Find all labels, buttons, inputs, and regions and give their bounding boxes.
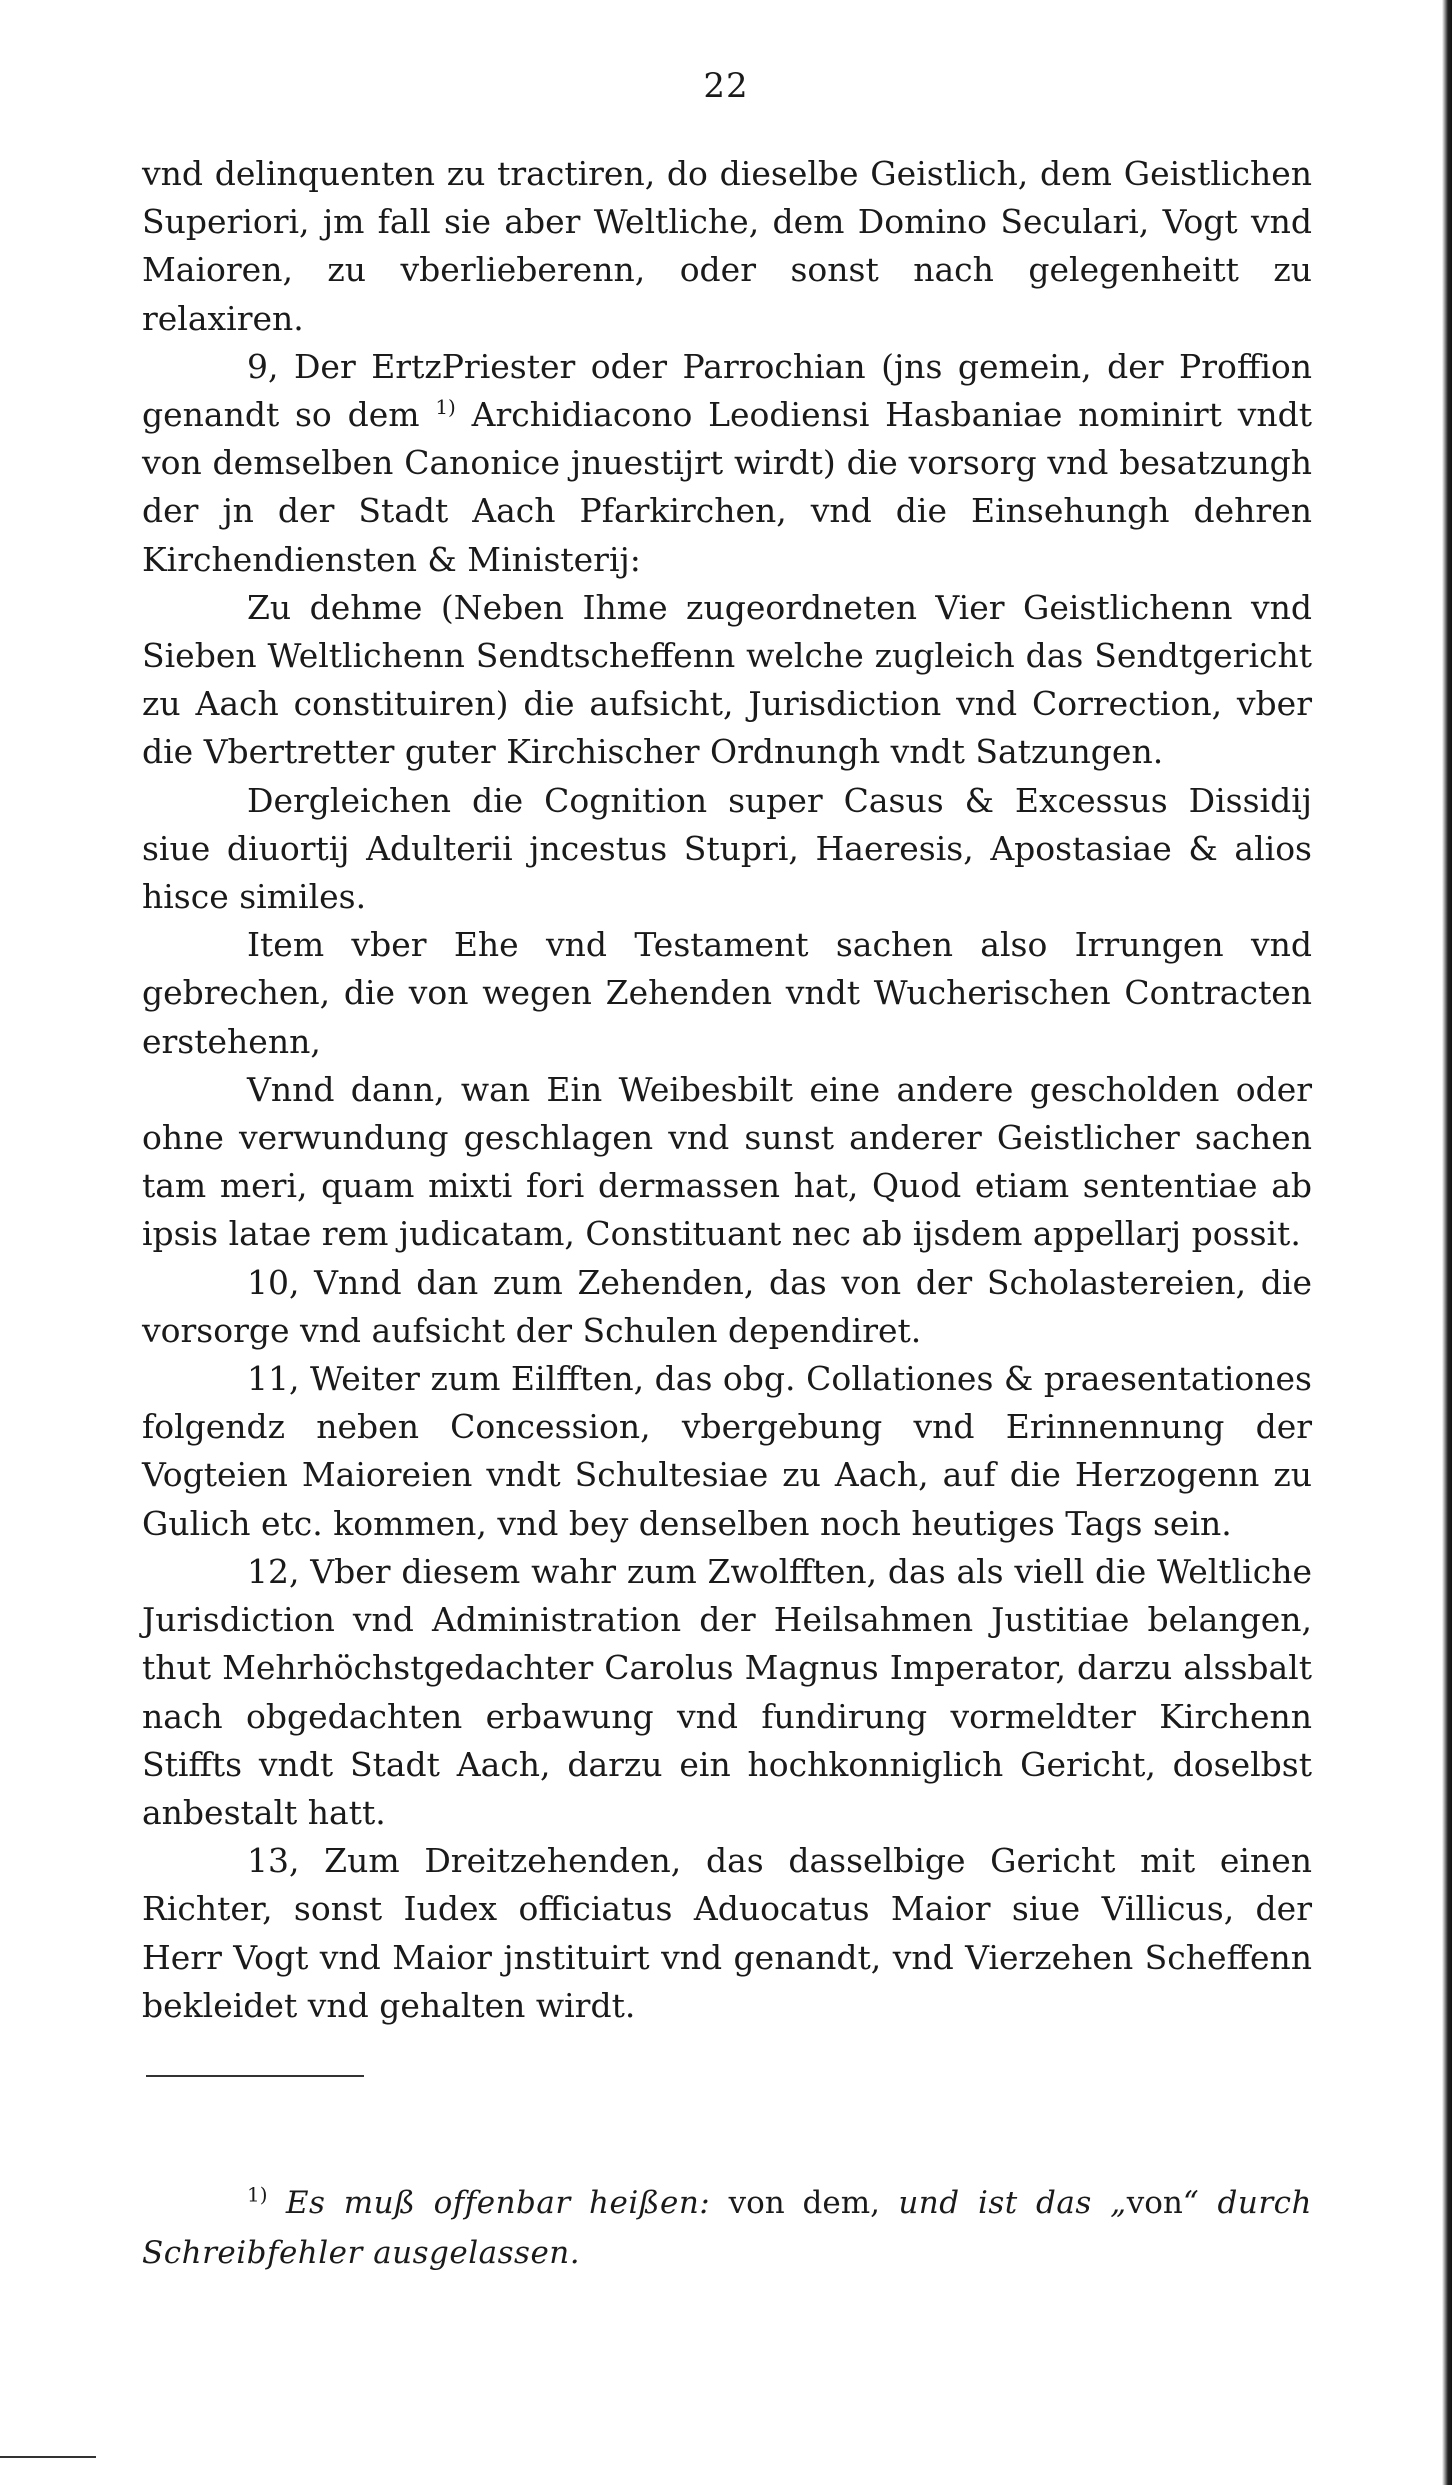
footnote-fraktur-1: Es muß offenbar heißen:: [267, 2185, 729, 2221]
paragraph-6: Vnnd dann, wan Ein Weibesbilt eine andere gescholden oder ohne verwundung geschlagen vnd sunst anderer Geistlicher sachen tam meri, quam mixti fori dermassen hat, Quod etiam sententiae ab ipsis latae rem judicatam, Constituant nec ab ijsdem appellarj possit.: [142, 1069, 1312, 1254]
footnote-1: [142, 2178, 1312, 2278]
footnote-fraktur-3: “ durch Schreibfehler ausgelassen.: [142, 2185, 1312, 2271]
paragraph-2-text-before: 9, Der ErtzPriester oder Parrochian (jns gemein, der Proffion genandt so dem: [142, 346, 1312, 435]
paragraph-3: Zu dehme (Neben Ihme zugeordneten Vier Geistlichenn vnd Sieben Weltlichenn Sendtscheffenn welche zugleich das Sendtgericht zu Aach constituiren) die aufsicht, Jurisdiction vnd Correction, vber die Vbertretter guter Kirchischer Ordnungh vndt Satzungen.: [142, 587, 1312, 772]
paragraph-5: Item vber Ehe vnd Testament sachen also Irrungen vnd gebrechen, die von wegen Zehenden vndt Wucherischen Contracten erstehenn,: [142, 925, 1312, 1061]
footnote-roman-2: von: [1126, 2185, 1183, 2221]
scan-mark: [0, 2456, 96, 2458]
paragraph-9: 12, Vber diesem wahr zum Zwolfften, das als viell die Weltliche Jurisdiction vnd Administration der Heilsahmen Justitiae belangen, thut Mehrhöchstgedachter Carolus Magnus Imperator, darzu alssbalt nach obgedachten erbawung vnd fundirung vormeldter Kirchenn Stiffts vndt Stadt Aach, darzu ein hochkonniglich Gericht, doselbst anbestalt hatt.: [142, 1551, 1312, 1832]
paragraph-2-text-after: Archidiacono Leodiensi Hasbaniae nominirt vndt von demselben Canonice jnuestijrt wirdt) die vorsorg vnd besatzungh der jn der Stadt Aach Pfarkirchen, vnd die Einsehungh dehren Kirchendiensten & Ministerij:: [142, 395, 1312, 579]
paragraph-10: 13, Zum Dreitzehenden, das dasselbige Gericht mit einen Richter, sonst Iudex officiatus Aduocatus Maior siue Villicus, der Herr Vogt vnd Maior jnstituirt vnd genandt, vnd Vierzehen Scheffenn bekleidet vnd gehalten wirdt.: [142, 1841, 1312, 2025]
paragraph-7: 10, Vnnd dan zum Zehenden, das von der Scholastereien, die vorsorge vnd aufsicht der Schulen dependiret.: [142, 1262, 1312, 1350]
footnote-roman-1: von dem,: [728, 2185, 880, 2221]
footnote-marker: 1): [247, 2182, 268, 2207]
paragraph-2: [142, 343, 1312, 584]
footnotes: [142, 2178, 1312, 2278]
main-text: [142, 150, 1312, 2030]
footnote-fraktur-2: und ist das „: [880, 2185, 1127, 2221]
page-number: 22: [703, 66, 749, 106]
paragraph-1: vnd delinquenten zu tractiren, do dieselbe Geistlich, dem Geistlichen Superiori, jm fall sie aber Weltliche, dem Domino Seculari, Vogt vnd Maioren, zu vberlieberenn, oder sonst nach gelegenheitt zu relaxiren.: [142, 154, 1312, 338]
scan-edge-shadow: [1442, 0, 1452, 2485]
footnote-reference: 1): [435, 395, 456, 420]
footnote-divider: [146, 2075, 364, 2077]
paragraph-8: 11, Weiter zum Eilfften, das obg. Collationes & praesentationes folgendz neben Concession, vbergebung vnd Erinnennung der Vogteien Maioreien vndt Schultesiae zu Aach, auf die Herzogenn zu Gulich etc. kommen, vnd bey denselben noch heutiges Tags sein.: [142, 1359, 1312, 1543]
paragraph-4: Dergleichen die Cognition super Casus & Excessus Dissidij siue diuortij Adulterii jncestus Stupri, Haeresis, Apostasiae & alios hisce similes.: [142, 780, 1312, 917]
